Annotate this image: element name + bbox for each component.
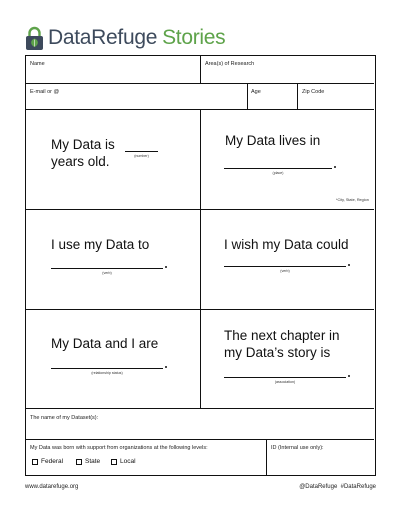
chapter-prompt-line1: The next chapter in [224, 328, 340, 343]
brand-subtitle: Stories [162, 26, 226, 49]
checkbox-local-box[interactable] [111, 459, 117, 465]
id-field[interactable] [267, 440, 374, 475]
zip-label: Zip Code [302, 89, 325, 95]
areas-field[interactable] [201, 56, 374, 83]
lives-note: *City, State, Region [336, 198, 369, 202]
chapter-prompt-line2: my Data’s story is [224, 345, 331, 360]
story-cell-years[interactable] [26, 111, 200, 209]
lives-hint: (place) [272, 171, 284, 175]
chapter-hint: (association) [274, 380, 296, 384]
lives-blank[interactable] [224, 168, 332, 169]
checkbox-state[interactable] [76, 458, 100, 465]
checkbox-federal[interactable] [32, 458, 63, 465]
checkbox-federal-box[interactable] [32, 459, 38, 465]
relationship-prompt: My Data and I are [51, 336, 159, 351]
name-label: Name [30, 61, 45, 67]
story-cell-wish[interactable] [202, 211, 374, 309]
email-label: E-mail or @ [30, 89, 60, 95]
checkbox-state-label: State [85, 458, 101, 465]
years-blank[interactable] [125, 151, 158, 152]
checkbox-local[interactable] [111, 458, 136, 465]
checkbox-federal-label: Federal [41, 458, 64, 465]
support-field [26, 440, 266, 475]
zip-field[interactable] [298, 84, 374, 109]
dataset-field[interactable] [26, 410, 374, 439]
lock-leaf-icon [25, 26, 44, 51]
years-prompt-line1: My Data is [51, 137, 115, 152]
checkbox-local-label: Local [120, 458, 136, 465]
wish-hint: (verb) [280, 269, 290, 273]
wish-prompt: I wish my Data could [224, 237, 349, 252]
age-label: Age [251, 89, 261, 95]
footer-social[interactable]: @DataRefuge #DataRefuge [299, 484, 376, 490]
dataset-label: The name of my Dataset(s): [30, 415, 99, 421]
checkbox-state-box[interactable] [76, 459, 82, 465]
id-label: ID (Internal use only): [271, 445, 324, 451]
brand-name: DataRefuge [48, 26, 158, 49]
relationship-hint: (relationship status) [91, 371, 123, 375]
lives-prompt: My Data lives in [225, 133, 321, 148]
years-hint: (number) [134, 154, 149, 158]
email-field[interactable] [26, 84, 247, 109]
wish-blank[interactable] [224, 266, 346, 267]
story-form [25, 55, 376, 476]
chapter-blank[interactable] [224, 377, 346, 378]
logo [25, 24, 225, 52]
use-prompt: I use my Data to [51, 237, 150, 252]
years-prompt-line2: years old. [51, 154, 110, 169]
use-blank[interactable] [51, 268, 163, 269]
story-cell-relationship[interactable] [26, 311, 200, 408]
support-label: My Data was born with support from organizations at the following levels: [30, 445, 208, 451]
story-cell-use[interactable] [26, 211, 200, 309]
story-cell-chapter[interactable] [202, 311, 374, 408]
footer-website[interactable]: www.datarefuge.org [25, 484, 79, 490]
name-field[interactable] [26, 56, 200, 83]
areas-label: Area(s) of Research [205, 61, 255, 67]
relationship-blank[interactable] [51, 368, 163, 369]
age-field[interactable] [248, 84, 297, 109]
use-hint: (verb) [102, 271, 112, 275]
story-cell-lives[interactable] [202, 111, 374, 209]
